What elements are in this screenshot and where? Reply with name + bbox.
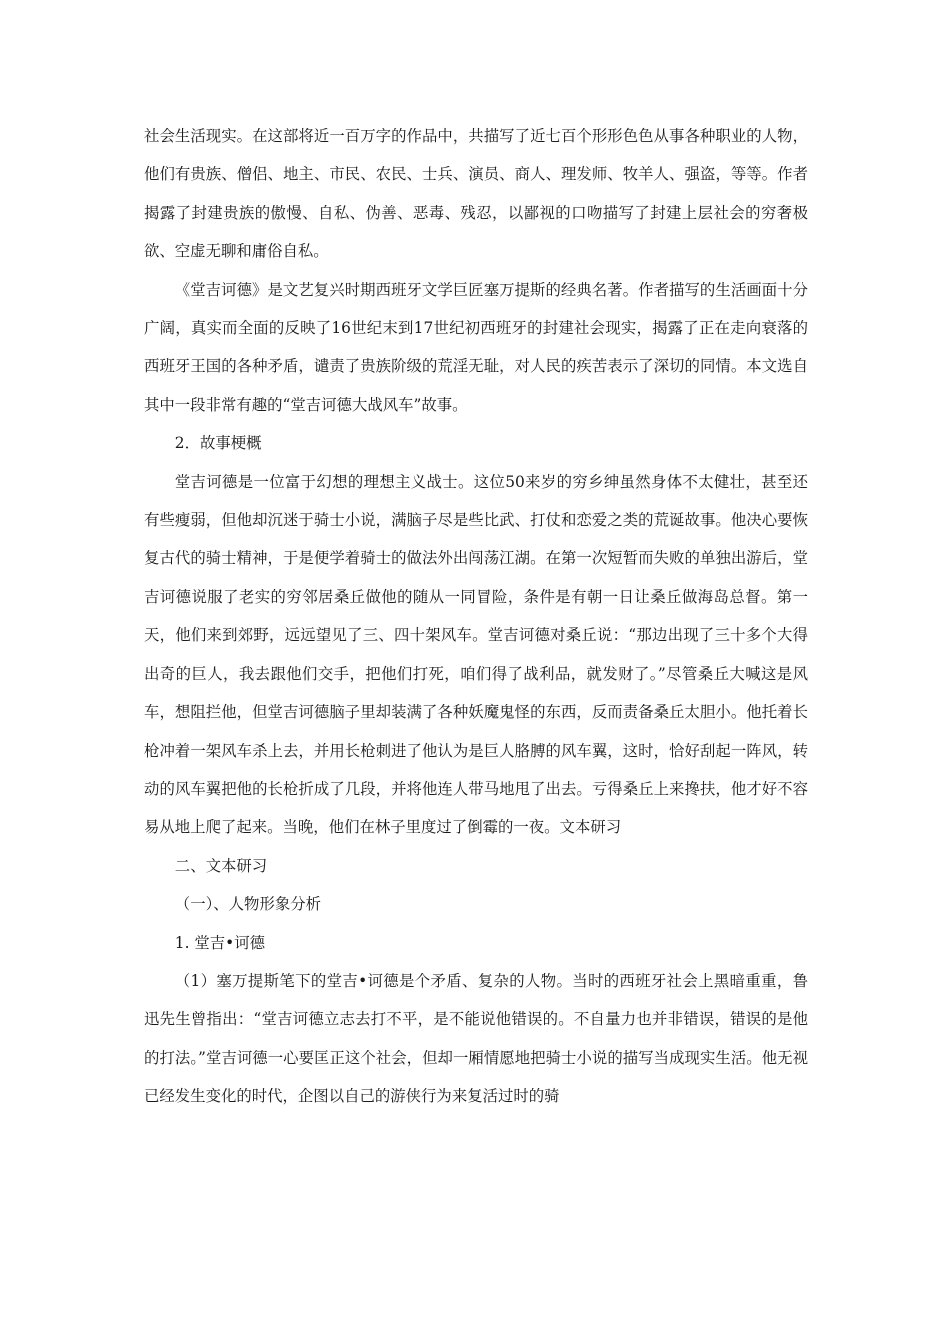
paragraph-story-summary: 堂吉诃德是一位富于幻想的理想主义战士。这位50来岁的穷乡绅虽然身体不太健壮，甚至还有些瘦弱，但他却沉迷于骑士小说，满脑子尽是些比武、打仗和恋爱之类的荒诞故事。他决心要恢复古代的骑士精神，于是便学着骑士的做法外出闯荡江湖。在第一次短暂而失败的单独出游后，堂吉诃德说服了老实的穷邻居桑丘做他的随从一同冒险，条件是有朝一日让桑丘做海岛总督。第一天，他们来到郊野，远远望见了三、四十架风车。堂吉诃德对桑丘说：“那边出现了三十多个大得出奇的巨人，我去跟他们交手，把他们打死，咱们得了战利品，就发财了。”尽管桑丘大喊这是风车，想阻拦他，但堂吉诃德脑子里却装满了各种妖魔鬼怪的东西，反而责备桑丘太胆小。他托着长枪冲着一架风车杀上去，并用长枪刺进了他认为是巨人胳膊的风车翼，这时，恰好刮起一阵风，转动的风车翼把他的长枪折成了几段，并将他连人带马地甩了出去。亏得桑丘上来搀扶，他才好不容易从地上爬了起来。当晚，他们在林子里度过了倒霉的一夜。文本研习	[144, 472, 808, 837]
paragraph-character-analysis: （1）塞万提斯笔下的堂吉•诃德是个矛盾、复杂的人物。当时的西班牙社会上黑暗重重，鲁迅先生曾指出：“堂吉诃德立志去打不平，是不能说他错误的。不自量力也并非错误，错误的是他的打法。”堂吉诃德一心要匡正这个社会，但却一厢情愿地把骑士小说的描写当成现实生活。他无视已经发生变化的时代，企图以自己的游侠行为来复活过时的骑	[144, 971, 808, 1106]
heading-character-analysis: （一）、人物形象分析	[174, 895, 322, 914]
body-text	[144, 117, 808, 1116]
paragraph-social-reality: 社会生活现实。在这部将近一百万字的作品中，共描写了近七百个形形色色从事各种职业的人物，他们有贵族、僧侣、地主、市民、农民、士兵、演员、商人、理发师、牧羊人、强盗，等等。作者揭露了封建贵族的傲慢、自私、伪善、恶毒、残忍，以鄙视的口吻描写了封建上层社会的穷奢极欲、空虚无聊和庸俗自私。	[144, 127, 808, 261]
heading-story-summary: 2．故事梗概	[174, 434, 262, 453]
heading-text-study: 二、文本研习	[174, 856, 268, 875]
heading-don-quixote: 1. 堂吉•诃德	[174, 933, 266, 952]
paragraph-book-intro: 《堂吉诃德》是文艺复兴时期西班牙文学巨匠塞万提斯的经典名著。作者描写的生活画面十分广阔，真实而全面的反映了16世纪末到17世纪初西班牙的封建社会现实，揭露了正在走向衰落的西班牙王国的各种矛盾，谴责了贵族阶级的荒淫无耻，对人民的疾苦表示了深切的同情。本文选自其中一段非常有趣的“堂吉诃德大战风车”故事。	[144, 280, 808, 414]
